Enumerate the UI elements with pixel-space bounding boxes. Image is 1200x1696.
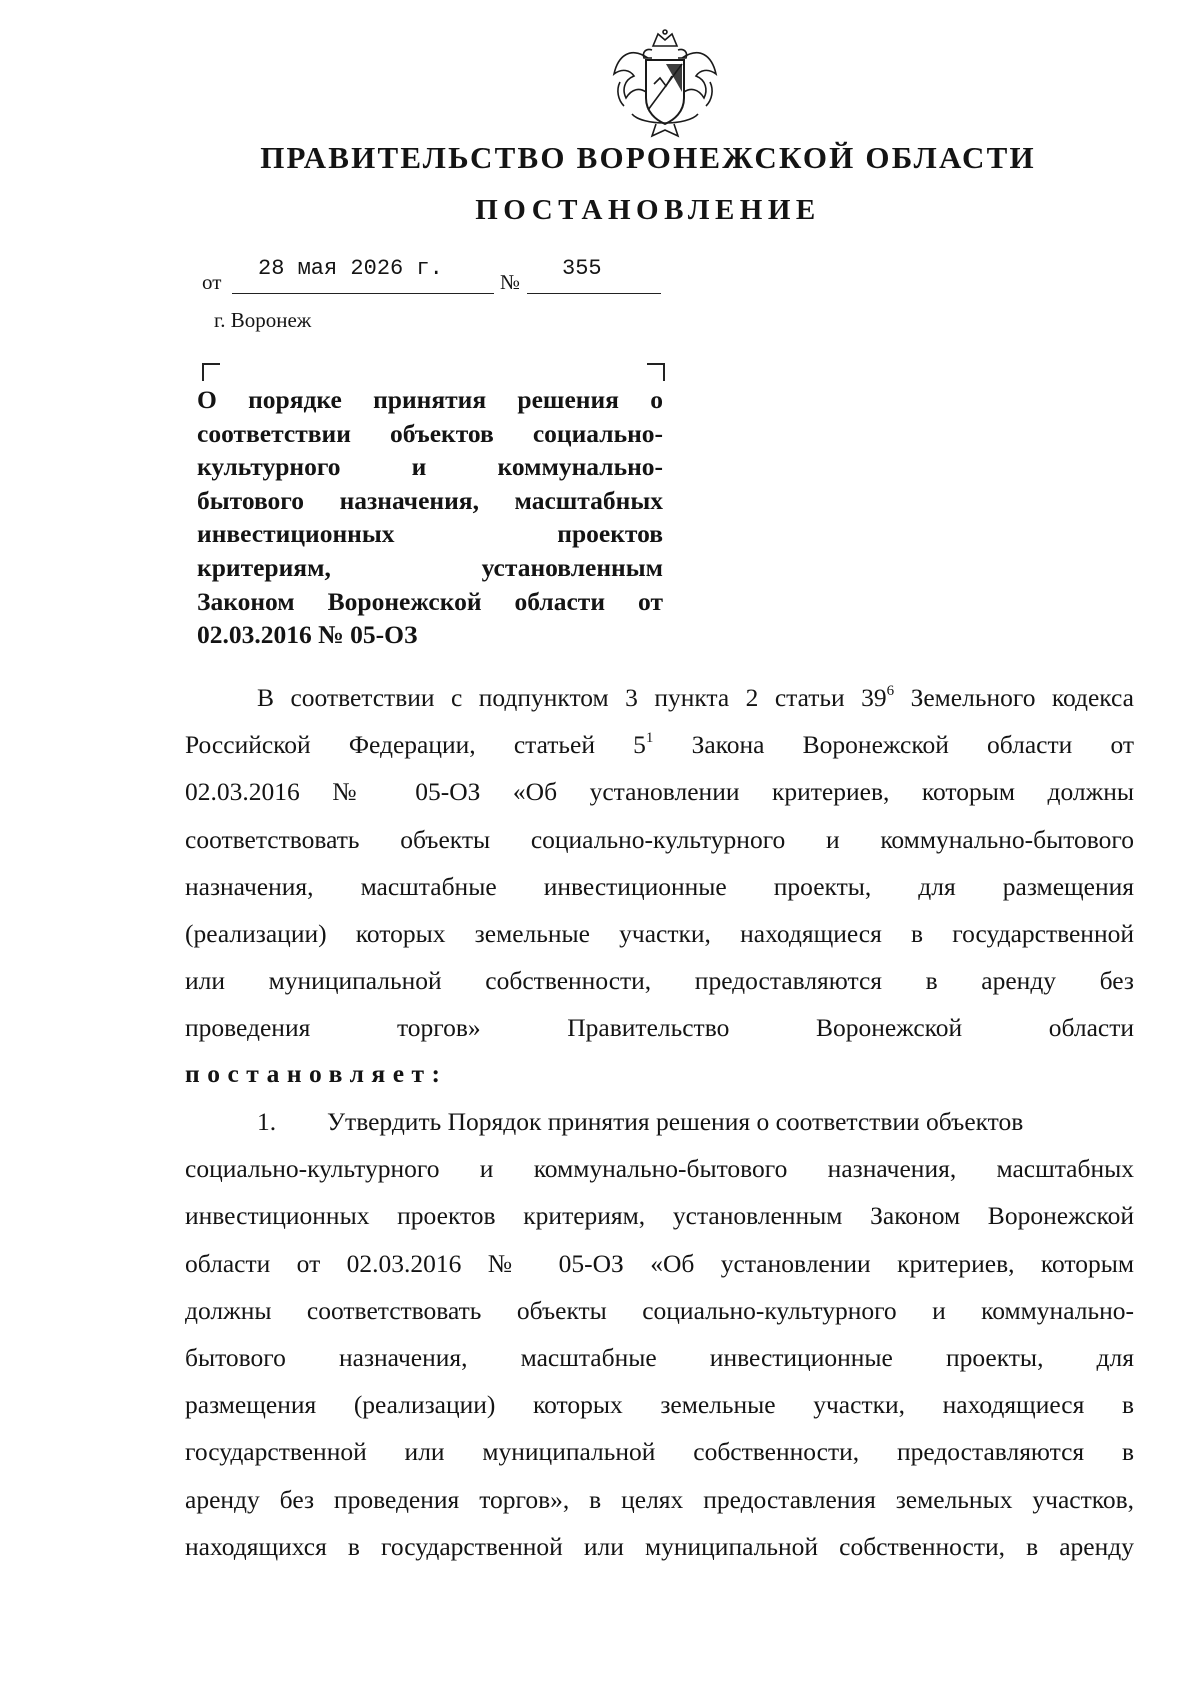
organization-title: ПРАВИТЕЛЬСТВО ВОРОНЕЖСКОЙ ОБЛАСТИ [260,140,1036,175]
subject-line: бытового назначения, масштабных [197,485,663,515]
text-line: должны соответствовать объекты социально-культурного и коммунально- [185,1295,1134,1325]
text-line: или муниципальной собственности, предоставляются в аренду без [185,966,1134,996]
text-line: Российской Федерации, статьей $5^1$ Закона Воронежской области от [185,730,1134,760]
preamble-paragraph [185,674,1134,1052]
text-line: бытового назначения, масштабные инвестиционные проекты, для [185,1342,1134,1372]
subject-line: критериям, установленным [197,552,663,582]
text-line: 02.03.2016 № 05-ОЗ «Об установлении критериев, которым должны [185,777,1134,807]
text-line: находящихся в государственной или муниципальной собственности, в аренду [185,1531,1134,1561]
subject-line: 02.03.2016 № 05-ОЗ [197,620,418,650]
city: г. Воронеж [214,308,312,332]
text-line: В соответствии с подпунктом 3 пункта 2 статьи $39^6$ Земельного кодекса [257,683,1134,712]
subject-line: Законом Воронежской области от [197,586,663,616]
number-underline [527,293,661,294]
text-line: аренду без проведения торгов», в целях предоставления земельных участков, [185,1484,1134,1514]
subject-line: О порядке принятия решения о [197,385,663,414]
date-label: от [202,270,222,294]
text-line: назначения, масштабные инвестиционные проекты, для размещения [185,871,1134,901]
text-line: области от 02.03.2016 № 05-ОЗ «Об установлении критериев, которым [185,1248,1134,1278]
document-subject [197,383,663,652]
right-corner-bracket [647,363,665,381]
text-line: инвестиционных проектов критериям, установленным Законом Воронежской [185,1201,1134,1231]
subject-line: культурного и коммунально- [197,452,663,482]
coat-of-arms-emblem [608,28,723,140]
document-meta [202,256,662,296]
left-corner-bracket [202,363,220,381]
text-line: социально-культурного и коммунально-бытового назначения, масштабных [185,1154,1134,1184]
text-line: соответствовать объекты социально-культурного и коммунально-бытового [185,824,1134,854]
number-label: № [500,270,521,294]
resolves-word: постановляет: [185,1059,448,1088]
subject-line: соответствии объектов социально- [197,418,663,448]
text-line: 1. Утвердить Порядок принятия решения о соответствии объектов [185,1098,1134,1145]
text-line: (реализации) которых земельные участки, находящиеся в государственной [185,918,1134,948]
text-line: размещения (реализации) которых земельные участки, находящиеся в [185,1390,1134,1420]
number-value: 355 [562,256,602,281]
subject-line: инвестиционных проектов [197,519,663,549]
document-type: ПОСТАНОВЛЕНИЕ [475,194,821,226]
date-value: 28 мая 2026 г. [258,256,443,281]
text-line: проведения торгов» Правительство Воронежской области [185,1013,1134,1043]
item-1-paragraph [185,1098,1134,1570]
item-number: 1. [257,1107,277,1136]
date-underline [232,293,494,294]
text-line: государственной или муниципальной собственности, предоставляются в [185,1437,1134,1467]
